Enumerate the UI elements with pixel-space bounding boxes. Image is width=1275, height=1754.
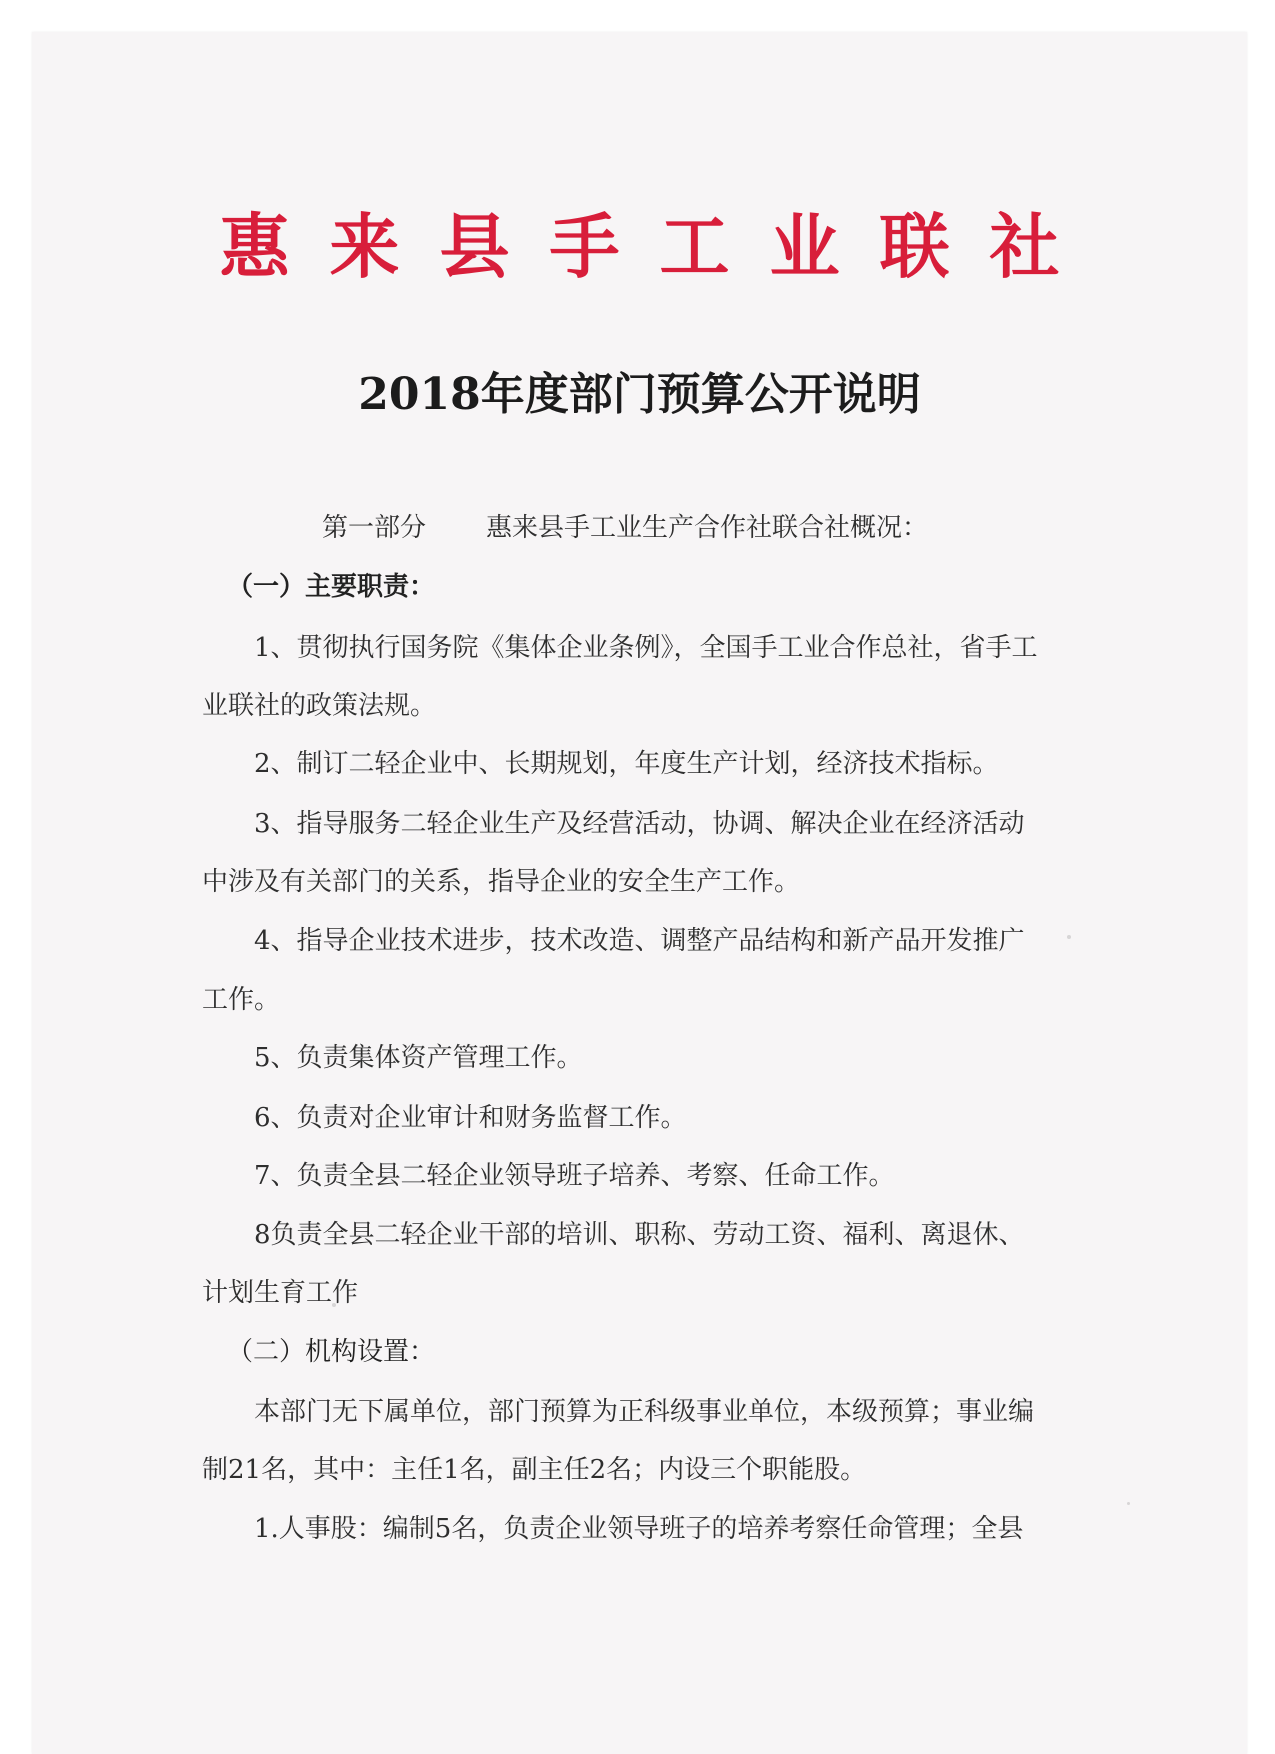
- list-item-continuation: 中涉及有关部门的关系，指导企业的安全生产工作。: [202, 867, 801, 897]
- list-item-line: 1.人事股：编制5名，负责企业领导班子的培养考察任命管理；全县: [254, 1514, 1024, 1544]
- list-item: [202, 1156, 1112, 1196]
- list-item-line: 4、指导企业技术进步，技术改造、调整产品结构和新产品开发推广: [254, 926, 1025, 956]
- part-one-title: 惠来县手工业生产合作社联合社概况：: [486, 513, 929, 543]
- document-title: 2018年度部门预算公开说明: [358, 369, 921, 420]
- list-item-continuation: 工作。: [202, 985, 281, 1015]
- list-item-line: 1、贯彻执行国务院《集体企业条例》，全国手工业合作总社，省手工: [254, 633, 1038, 663]
- unit-name-header: 惠来县手工业联社: [219, 206, 1100, 288]
- list-item-line: 2、制订二轻企业中、长期规划，年度生产计划，经济技术指标。: [254, 749, 999, 779]
- part-one-heading: [322, 508, 928, 548]
- list-item: [202, 628, 1112, 668]
- scan-speck: [332, 1303, 336, 1307]
- structure-paragraph-continuation: 制21名，其中：主任1名，副主任2名；内设三个职能股。: [202, 1455, 867, 1485]
- list-item-line: 6、负责对企业审计和财务监督工作。: [254, 1103, 687, 1133]
- scan-speck: [1127, 1502, 1130, 1505]
- list-item: [202, 1098, 1112, 1138]
- list-item: [202, 804, 1112, 844]
- list-item-line: 5、负责集体资产管理工作。: [254, 1043, 583, 1073]
- part-one-label: 第一部分: [322, 513, 427, 543]
- list-item: [202, 744, 1112, 784]
- list-item-continuation: 业联社的政策法规。: [202, 691, 437, 721]
- list-item-continuation: 计划生育工作: [202, 1278, 359, 1308]
- list-item-line: 3、指导服务二轻企业生产及经营活动，协调、解决企业在经济活动: [254, 809, 1025, 839]
- list-item: [202, 921, 1112, 961]
- list-item: [202, 1215, 1112, 1255]
- list-item: [202, 1038, 1112, 1078]
- structure-paragraph-line: 本部门无下属单位，部门预算为正科级事业单位，本级预算；事业编: [254, 1397, 1035, 1427]
- list-item-line: 7、负责全县二轻企业领导班子培养、考察、任命工作。: [254, 1161, 895, 1191]
- list-item: [202, 1509, 1112, 1549]
- structure-paragraph: [202, 1392, 1112, 1432]
- section-duties-heading: （一）主要职责：: [227, 572, 436, 602]
- list-item-line: 8负责全县二轻企业干部的培训、职称、劳动工资、福利、离退休、: [254, 1220, 1025, 1250]
- section-structure-heading: （二）机构设置：: [227, 1337, 436, 1367]
- document-page: [32, 32, 1247, 1754]
- scan-speck: [1067, 935, 1071, 939]
